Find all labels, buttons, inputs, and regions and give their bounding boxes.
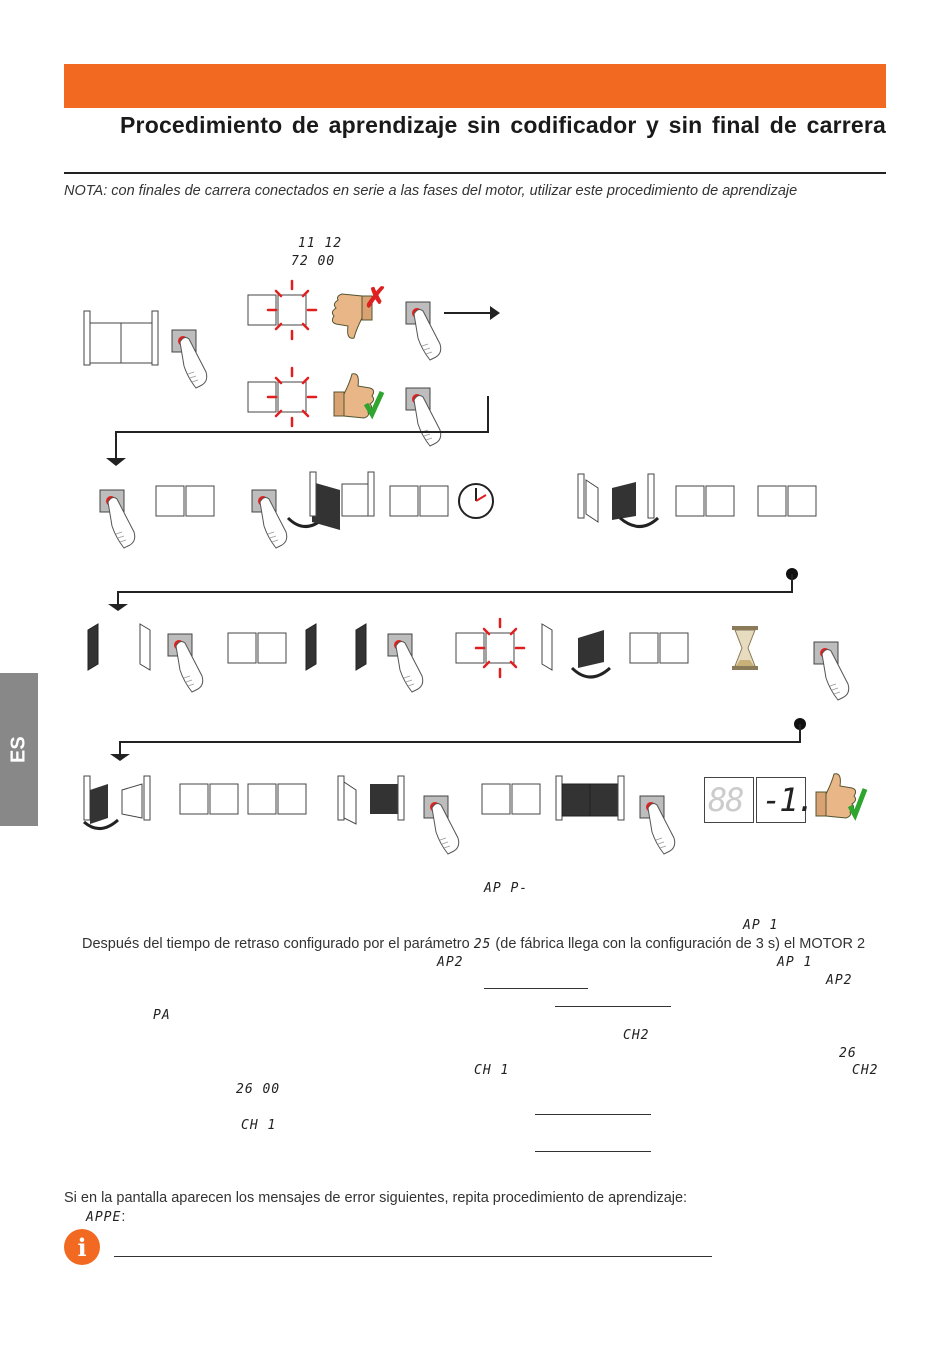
code-pa: PA xyxy=(153,1008,171,1023)
info-underline xyxy=(114,1256,712,1257)
code-param-25: 25 xyxy=(473,937,492,952)
language-tab: ES xyxy=(0,673,38,826)
code-app: AP P- xyxy=(484,881,529,896)
lcd-top-line2: 72 00 xyxy=(291,254,336,269)
underline-4 xyxy=(535,1151,651,1152)
underline-3 xyxy=(535,1114,651,1115)
code-ch2-a: CH2 xyxy=(623,1028,650,1043)
code-ch1-b: CH 1 xyxy=(241,1118,277,1133)
code-26: 26 xyxy=(839,1046,857,1061)
error-code-appe: APPE: xyxy=(86,1209,126,1225)
underline-2 xyxy=(555,1006,671,1007)
code-26-00: 26 00 xyxy=(236,1082,281,1097)
thumbs-up-icon xyxy=(812,770,872,830)
display-left: 88 xyxy=(704,777,754,823)
code-ap2-a: AP2 xyxy=(437,955,464,970)
code-ch2-b: CH2 xyxy=(852,1063,879,1078)
lcd-top-line1: 11 12 xyxy=(298,236,343,251)
code-ch1-a: CH 1 xyxy=(474,1063,510,1078)
code-ap1-b: AP 1 xyxy=(777,955,813,970)
parameter-sentence: Después del tiempo de retraso configurado por el parámetro 25 (de fábrica llega con la configuración de 3 s) el MOTOR 2 xyxy=(82,936,866,952)
code-ap2-b: AP2 xyxy=(826,973,853,988)
info-icon: i xyxy=(64,1229,100,1265)
code-ap1-a: AP 1 xyxy=(743,918,779,933)
svg-text:✗: ✗ xyxy=(364,282,388,313)
hourglass-icon xyxy=(732,626,758,670)
display-right: -1. xyxy=(756,777,806,823)
page-title: Procedimiento de aprendizaje sin codificador y sin final de carrera xyxy=(120,112,886,138)
note-text: NOTA: con finales de carrera conectados en serie a las fases del motor, utilizar este procedimiento de aprendizaje xyxy=(64,183,798,199)
underline-1 xyxy=(484,988,588,989)
error-sentence: Si en la pantalla aparecen los mensajes de error siguientes, repita procedimiento de aprendizaje: xyxy=(64,1190,688,1206)
